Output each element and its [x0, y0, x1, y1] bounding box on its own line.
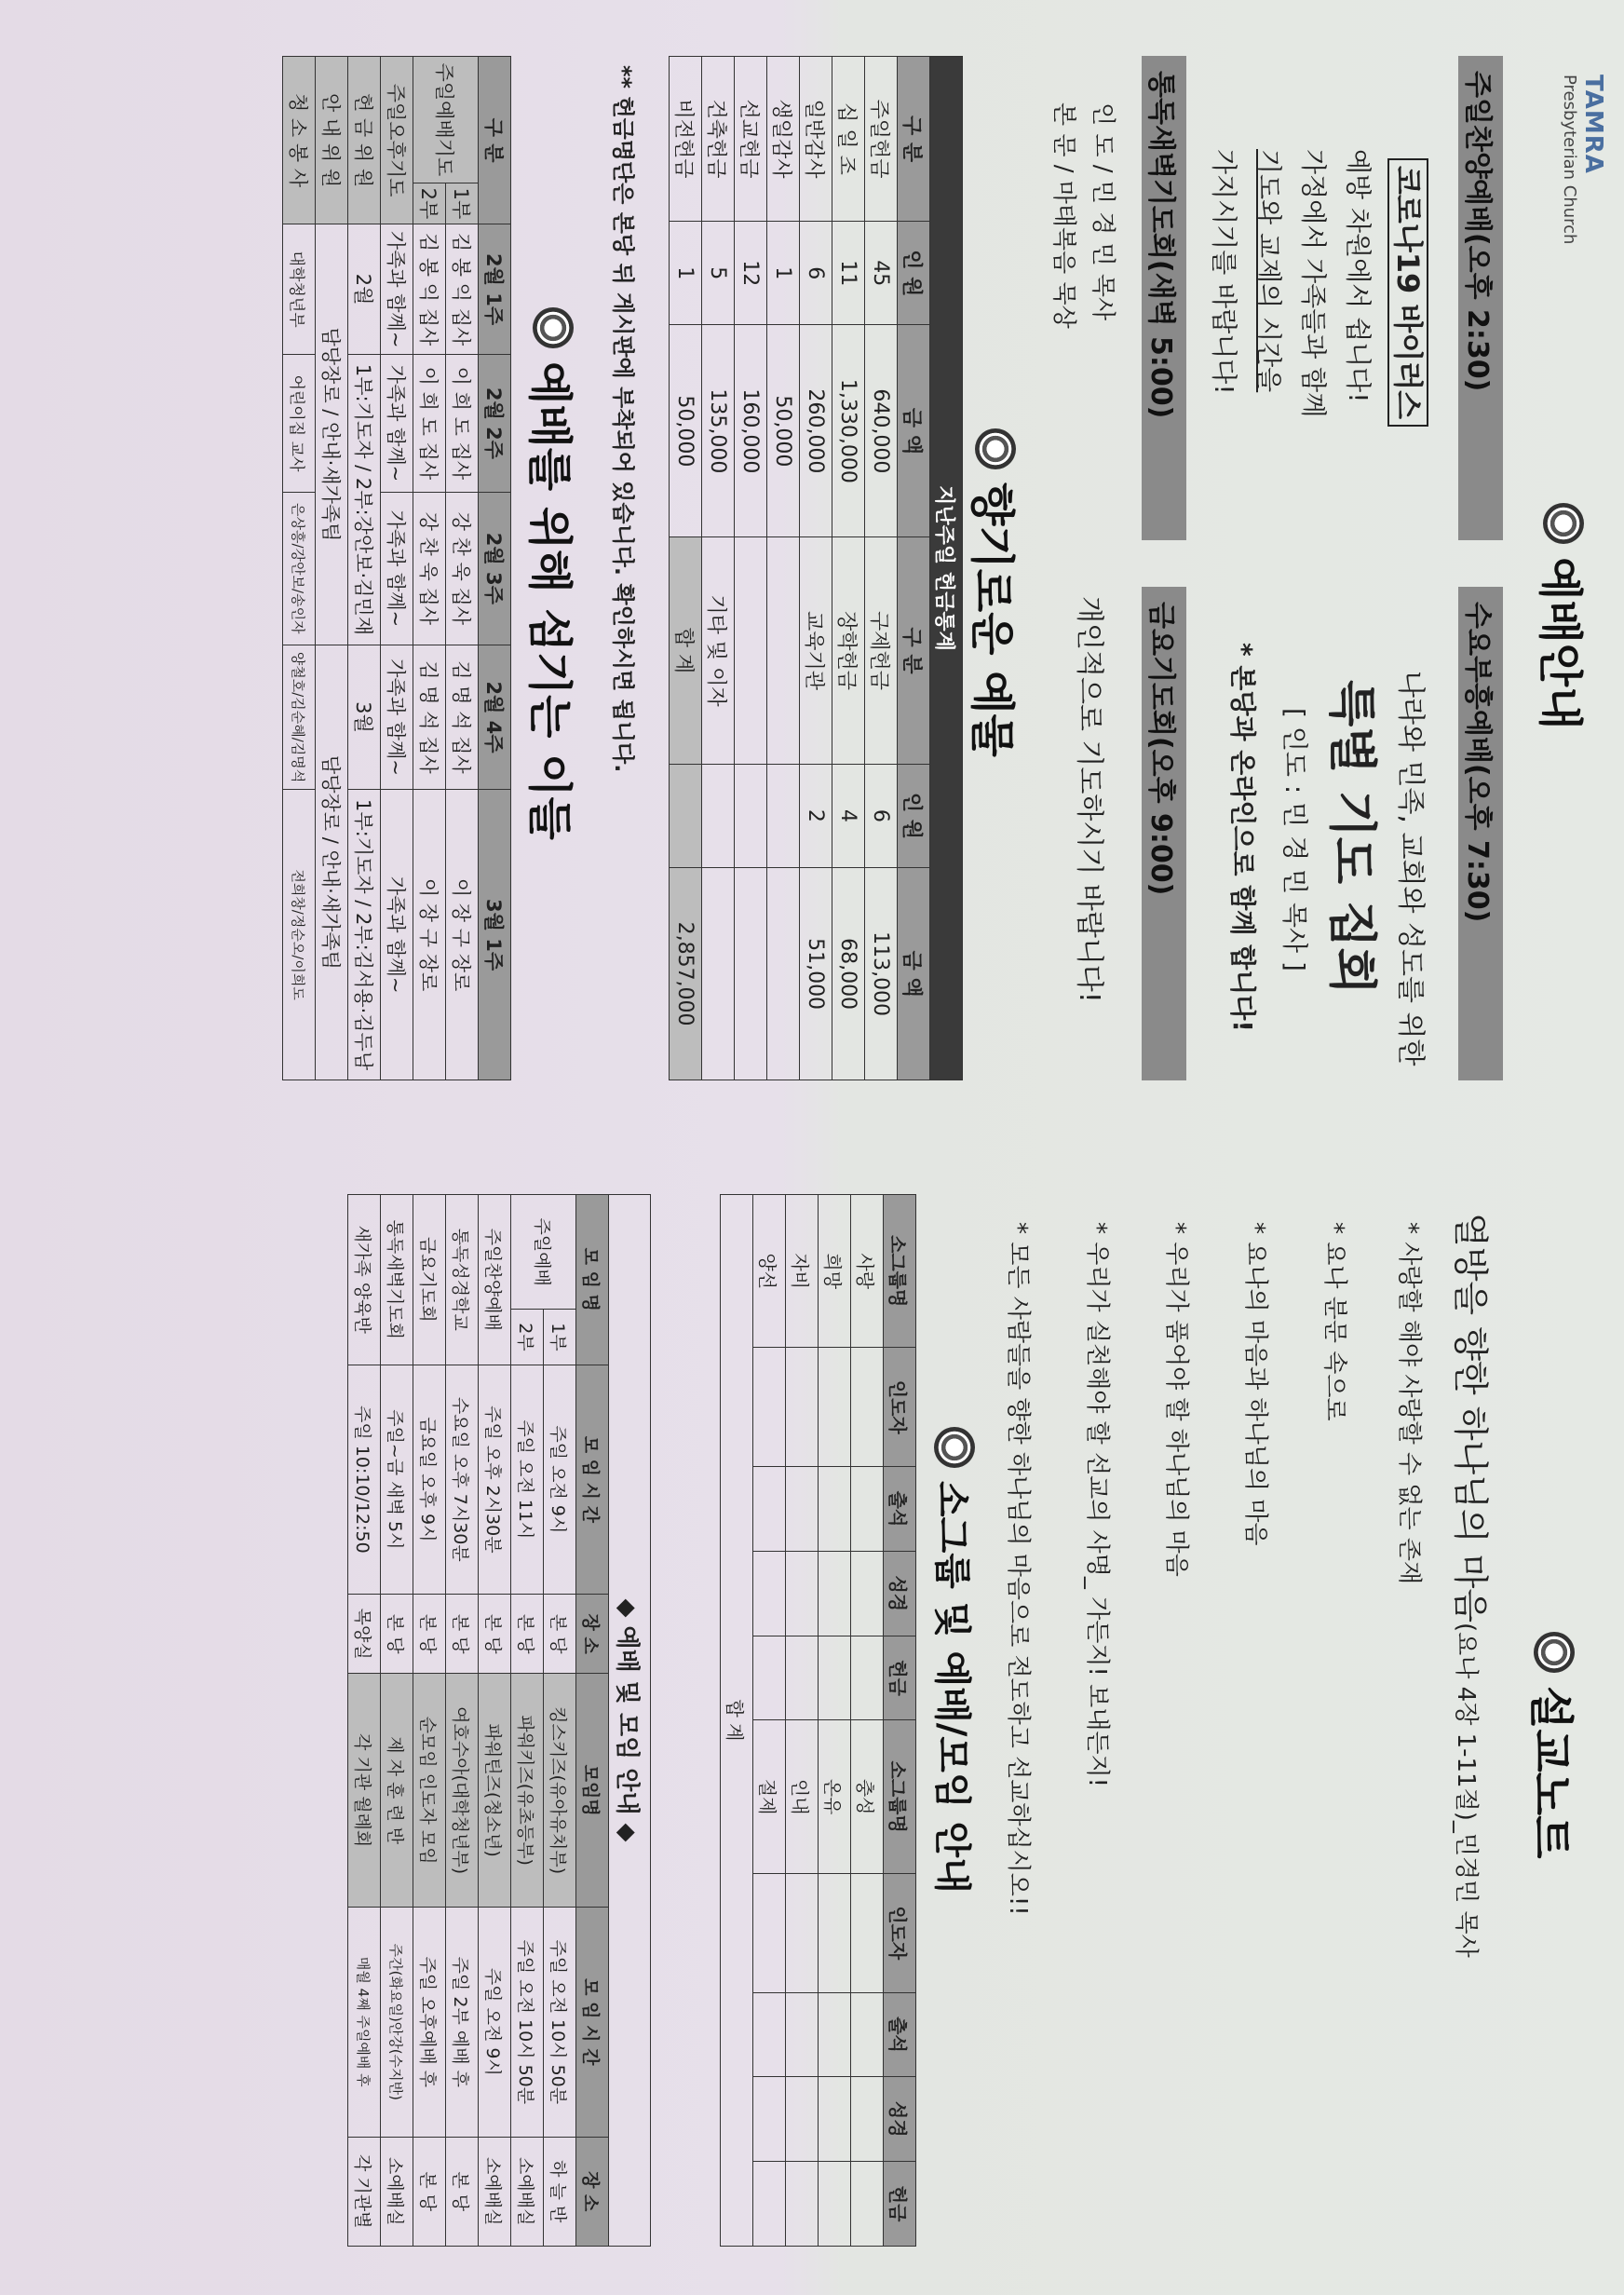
cell: 주간(화요일)안강(수지반): [381, 1908, 413, 2137]
cell: 십 일 조: [832, 57, 865, 222]
cell: 기타 및 이자: [702, 537, 735, 764]
col-header: 금 액: [898, 325, 930, 537]
smallgroup-table: [720, 1194, 916, 2247]
cell: [786, 1636, 819, 1720]
table-row: [283, 57, 316, 1080]
table-row: [865, 57, 898, 1080]
table-row: [348, 57, 381, 1080]
servers-table: [282, 56, 511, 1080]
cell: 하 늘 반: [544, 2137, 576, 2247]
sermon-title-text: 설교노트: [1524, 1686, 1577, 1859]
cell: 소예배실: [381, 2137, 413, 2247]
cell: 일반감사: [800, 57, 832, 222]
cell: 주일 오전 10시 50분: [544, 1908, 576, 2137]
church-logo-icon: [534, 307, 575, 348]
dawn-bar: 통독새벽기도회(새벽 5:00): [1142, 56, 1186, 540]
covid-line-1: 예방 차원에서 쉽니다!: [1343, 149, 1374, 403]
cell: 주일 오후예배 후: [413, 1908, 446, 2137]
sermon-bullet-5: * 우리가 실천해야 할 선교의 사명_ 가든지! 보내든지!: [1083, 1222, 1111, 1788]
cell: [819, 1636, 851, 1720]
group-name: 충성: [851, 1720, 884, 1873]
wednesday-bar: 수요부흥예배(오후 7:30): [1458, 587, 1503, 1080]
table-row: [832, 57, 865, 1080]
table-row: [544, 1195, 576, 2247]
dawn-line-2: 본 문 / 마태복음 묵상: [1049, 102, 1077, 329]
church-logo-icon: [976, 428, 1017, 469]
meeting-name: 통독성경학교: [446, 1195, 479, 1365]
servers-title: [521, 307, 586, 840]
cell: [753, 2162, 786, 2247]
cell: 장학헌금: [832, 537, 865, 764]
col-header: 출석: [884, 1467, 916, 1552]
cell: 주일 오후 2시30분: [479, 1365, 511, 1595]
church-logo-icon: [1535, 1632, 1576, 1673]
cell: [819, 2162, 851, 2247]
cell: [702, 764, 735, 867]
row-label: 주일오후기도: [381, 57, 413, 224]
cell: 68,000: [832, 868, 865, 1080]
sermon-title: [1522, 1632, 1587, 1858]
cell: 은상흥/강안보/송인자: [283, 492, 316, 645]
cell: 주일 2부 예배 후: [446, 1908, 479, 2137]
table-row: [753, 1195, 786, 2247]
col-header: 금 액: [898, 868, 930, 1080]
cell: 51,000: [800, 868, 832, 1080]
cell: 45: [865, 222, 898, 325]
cell: 5: [702, 222, 735, 325]
cell: 1: [670, 222, 702, 325]
sermon-heading-text: 열방을 향한 하나님의 마음: [1450, 1213, 1491, 1623]
cell: 가족과 함께~: [381, 790, 413, 1080]
worship-title: [1532, 503, 1596, 729]
cell: 파워틴즈(청소년): [479, 1674, 511, 1908]
cell: [670, 764, 702, 867]
church-logo-icon: [935, 1427, 976, 1468]
cell: 선교헌금: [735, 57, 767, 222]
col-header: 모 임 시 간: [576, 1908, 609, 2137]
cell: [851, 1551, 884, 1636]
meeting-name: 통독새벽기도회: [381, 1195, 413, 1365]
covid-line-4: 가지시기를 바랍니다!: [1209, 149, 1239, 395]
cell: 본 당: [413, 2137, 446, 2247]
cell: 1부:기도자 / 2부:강안보·김민재: [348, 355, 381, 645]
row-label: 안 내 위 원: [316, 57, 348, 224]
col-header: 헌금: [884, 2162, 916, 2247]
cell: 대학청년부: [283, 224, 316, 355]
dawn-line-1: 인 도 / 민 경 민 목사: [1089, 102, 1116, 321]
table-row: [446, 57, 479, 1080]
worship-title-text: 예배안내: [1534, 557, 1586, 730]
sermon-bullet-6: * 모든 사람들을 향한 하나님의 마음으로 전도하고 선교하십시오!!: [1004, 1222, 1032, 1916]
cell: 전희창/정순오/이희도: [283, 790, 316, 1080]
brand-sub: Presbyterian Church: [1560, 75, 1579, 245]
cell: 1부:기도자 / 2부:김서용·김두남: [348, 790, 381, 1080]
sermon-bullet-2: * 요나 분문 속으로: [1320, 1222, 1348, 1421]
cell: 본 당: [381, 1595, 413, 1674]
cell: 주일 오전 11시: [511, 1365, 544, 1595]
table-row: [316, 57, 348, 1080]
cell: 양철호/김순혜/김명석: [283, 645, 316, 789]
cell: 목양실: [348, 1595, 381, 1674]
cell: [753, 1992, 786, 2077]
cell: 강 찬 욱 집사: [413, 492, 446, 645]
church-brand: [1560, 75, 1607, 244]
cell: [851, 1348, 884, 1467]
special-lead: [ 인도 : 민 경 민 목사 ]: [1279, 708, 1310, 971]
total-amount: 2,857,000: [670, 868, 702, 1080]
cell: 12: [735, 222, 767, 325]
meetings-table: [347, 1194, 651, 2247]
table-row: [819, 1195, 851, 2247]
cell: [786, 1467, 819, 1552]
group-name: 인내: [786, 1720, 819, 1873]
sermon-ref: (요나 4장 1-11절)_민경민 목사: [1452, 1623, 1480, 1958]
col-header: 인도자: [884, 1873, 916, 1992]
cell: [819, 1467, 851, 1552]
table-row: [381, 1195, 413, 2247]
smallgroup-title-text: 소그룹 및 예배/모임 안내: [930, 1481, 973, 1894]
cell: 각 기관별: [348, 2137, 381, 2247]
cell: 주일 오전 9시: [479, 1908, 511, 2137]
cell: 본 당: [479, 1595, 511, 1674]
row-label: 헌 금 위 원: [348, 57, 381, 224]
table-row: [381, 57, 413, 1080]
col-header: 소그룹명: [884, 1195, 916, 1348]
table-row: [786, 1195, 819, 2247]
cell: 소예배실: [511, 2137, 544, 2247]
cell: 금요일 오후 9시: [413, 1365, 446, 1595]
col-header: 성경: [884, 2077, 916, 2162]
servers-title-text: 예배를 위해 섬기는 이들: [523, 361, 575, 840]
cell: 매월 4째 주일예배 후: [348, 1908, 381, 2137]
cell: 6: [865, 764, 898, 867]
table-row: [670, 57, 702, 1080]
table-row: [800, 57, 832, 1080]
col-header: 소그룹명: [884, 1720, 916, 1873]
meeting-name: 금요기도회: [413, 1195, 446, 1365]
group-name: 사랑: [851, 1195, 884, 1348]
special-title: 특별 기도 집회: [1323, 680, 1379, 995]
cell: 담당장로 / 안내·새가족팀: [316, 645, 348, 1080]
cell: [786, 2077, 819, 2162]
table-row: [767, 57, 800, 1080]
col-header: 성경: [884, 1551, 916, 1636]
covid-title: 코로나19 바이러스: [1387, 158, 1428, 427]
cell: 파워키즈(유초등부): [511, 1674, 544, 1908]
cell: 주일 10:10/12:50: [348, 1365, 381, 1595]
col-header: 3월 1주: [479, 790, 511, 1080]
cell: 주일헌금: [865, 57, 898, 222]
cell: [819, 1873, 851, 1992]
cell: [767, 537, 800, 764]
table-row: [851, 1195, 884, 2247]
col-header: 2월 2주: [479, 355, 511, 493]
cell: [735, 764, 767, 867]
cell: [819, 1992, 851, 2077]
cell: 김 명 석 집사: [413, 645, 446, 789]
col-header: 구 분: [479, 57, 511, 224]
cell: 2: [800, 764, 832, 867]
cell: 본 당: [511, 1595, 544, 1674]
cell: 50,000: [767, 325, 800, 537]
cell: 이 장 구 장로: [413, 790, 446, 1080]
col-header: 장 소: [576, 2137, 609, 2247]
cell: [819, 2077, 851, 2162]
cell: 50,000: [670, 325, 702, 537]
cell: 2부: [511, 1310, 544, 1365]
sermon-bullet-4: * 우리가 품어야 할 하나님의 마음: [1162, 1222, 1190, 1577]
row-sub: 2부: [413, 183, 446, 224]
offering-note: ** 헌금명단은 본당 뒤 게시판에 부착되어 있습니다. 확인하시면 됩니다.: [610, 65, 636, 773]
col-header: 2월 1주: [479, 224, 511, 355]
row-sub: 1부: [446, 183, 479, 224]
group-name: 양선: [753, 1195, 786, 1348]
row-label: 주일예배기도: [413, 57, 479, 183]
sermon-bullet-3: * 요나의 마음과 하나님의 마음: [1241, 1222, 1269, 1546]
cell: 주일 오전 9시: [544, 1365, 576, 1595]
meeting-name: 주일예배: [511, 1195, 576, 1310]
cell: 640,000: [865, 325, 898, 537]
cell: 본 당: [446, 2137, 479, 2247]
col-header: 모 임 시 간: [576, 1365, 609, 1595]
col-header: 2월 3주: [479, 492, 511, 645]
cell: 본 당: [446, 1595, 479, 1674]
offering-title-text: 향기로운 예물: [966, 482, 1018, 757]
cell: [819, 1551, 851, 1636]
special-note: * 본당과 온라인으로 함께 합니다!: [1227, 643, 1258, 1033]
cell: 이 장 구 장로: [446, 790, 479, 1080]
table-row: [348, 1195, 381, 2247]
cell: 이 희 도 집사: [413, 355, 446, 493]
meeting-name: 주일찬양예배: [479, 1195, 511, 1365]
cell: 1부: [544, 1310, 576, 1365]
col-header: 출석: [884, 1992, 916, 2077]
col-header: 2월 4주: [479, 645, 511, 789]
col-header: 장 소: [576, 1595, 609, 1674]
cell: 여호수아(대학청년부): [446, 1674, 479, 1908]
cell: 제 자 훈 련 반: [381, 1674, 413, 1908]
table-row: [735, 57, 767, 1080]
cell: [735, 537, 767, 764]
meeting-name: 새가족 양육반: [348, 1195, 381, 1365]
cell: 가족과 함께~: [381, 224, 413, 355]
sunday-bar: 주일찬양예배(오후 2:30): [1458, 56, 1503, 540]
cell: 이 희 도 집사: [446, 355, 479, 493]
offering-table: [669, 56, 963, 1080]
cell: 가족과 함께~: [381, 645, 413, 789]
cell: 3월: [348, 645, 381, 789]
cell: [851, 1636, 884, 1720]
group-name: 절제: [753, 1720, 786, 1873]
church-logo-icon: [1544, 503, 1585, 544]
meetings-title: ◆ 예배 및 모임 안내 ◆: [609, 1195, 651, 2247]
cell: 1,330,000: [832, 325, 865, 537]
smallgroup-title: [928, 1427, 981, 1894]
cell: [767, 868, 800, 1080]
table-row: [413, 1195, 446, 2247]
table-row: [721, 1195, 753, 2247]
sermon-bullet-1: * 사랑할 해야 사랑할 수 없는 존재: [1395, 1222, 1423, 1585]
cell: 교육기관: [800, 537, 832, 764]
cell: 본 당: [544, 1595, 576, 1674]
cell: 160,000: [735, 325, 767, 537]
cell: [753, 1873, 786, 1992]
cell: 생일감사: [767, 57, 800, 222]
cell: 본 당: [413, 1595, 446, 1674]
cell: 건축헌금: [702, 57, 735, 222]
table-row: [511, 1195, 544, 2247]
group-name: 자비: [786, 1195, 819, 1348]
total-label: 합 계: [721, 1195, 753, 2247]
cell: 소예배실: [479, 2137, 511, 2247]
col-header: 구 분: [898, 57, 930, 222]
cell: [753, 1467, 786, 1552]
right-panel: [0, 1148, 1624, 2295]
row-label: 청 소 봉 사: [283, 57, 316, 224]
group-name: 온유: [819, 1720, 851, 1873]
table-row: [413, 57, 446, 1080]
cell: [786, 1992, 819, 2077]
cell: 킹스키즈(유아유치부): [544, 1674, 576, 1908]
cell: 6: [800, 222, 832, 325]
cell: 강 찬 욱 집사: [446, 492, 479, 645]
cell: 1: [767, 222, 800, 325]
cell: [819, 1348, 851, 1467]
cell: [735, 868, 767, 1080]
cell: 주일~금 새벽 5시: [381, 1365, 413, 1595]
covid-line-2: 가정에서 가족들과 함께: [1298, 149, 1329, 418]
total-label: 합 계: [670, 537, 702, 764]
cell: [786, 2162, 819, 2247]
cell: 가족과 함께~: [381, 492, 413, 645]
covid-line-3: 기도와 교제의 시간을: [1253, 149, 1284, 393]
col-header: 구 분: [898, 537, 930, 764]
cell: 113,000: [865, 868, 898, 1080]
cell: 김 봉 익 집사: [446, 224, 479, 355]
col-header: 인 원: [898, 764, 930, 867]
cell: 비전헌금: [670, 57, 702, 222]
cell: [851, 2077, 884, 2162]
offering-title: [964, 428, 1028, 757]
cell: 구제헌금: [865, 537, 898, 764]
cell: 11: [832, 222, 865, 325]
col-header: 모임명: [576, 1674, 609, 1908]
cell: 김 봉 익 집사: [413, 224, 446, 355]
cell: [851, 1467, 884, 1552]
cell: [767, 764, 800, 867]
cell: 135,000: [702, 325, 735, 537]
group-name: 희망: [819, 1195, 851, 1348]
table-row: [479, 1195, 511, 2247]
special-line1: 나라와 민족, 교회와 성도를 위한: [1394, 671, 1427, 1066]
cell: [851, 1992, 884, 2077]
cell: [753, 2077, 786, 2162]
col-header: 인 원: [898, 222, 930, 325]
brand-name: TAMRA: [1579, 75, 1607, 174]
cell: 2월: [348, 224, 381, 355]
sermon-heading: [1442, 1213, 1494, 1958]
cell: [786, 1348, 819, 1467]
cell: 수요일 오후 7시30분: [446, 1365, 479, 1595]
cell: [786, 1873, 819, 1992]
col-header: 헌금: [884, 1636, 916, 1720]
offering-table-title: 지난주일 헌금통계: [930, 57, 963, 1080]
cell: [702, 868, 735, 1080]
col-header: 인도자: [884, 1348, 916, 1467]
cell: 어린이집 교사: [283, 355, 316, 493]
cell: 담당장로 / 안내·새가족팀: [316, 224, 348, 645]
table-row: [702, 57, 735, 1080]
cell: [851, 1873, 884, 1992]
cell: 순모임 인도자 모임: [413, 1674, 446, 1908]
cell: [753, 1551, 786, 1636]
friday-line: 개인적으로 기도하시기 바랍니다!: [1073, 596, 1105, 1003]
cell: [851, 2162, 884, 2247]
cell: 가족과 함께~: [381, 355, 413, 493]
table-row: [446, 1195, 479, 2247]
cell: 김 명 석 집사: [446, 645, 479, 789]
friday-bar: 금요기도회(오후 9:00): [1142, 587, 1186, 1080]
cell: [786, 1551, 819, 1636]
cell: 각 기관 월례회: [348, 1674, 381, 1908]
col-header: 모 임 명: [576, 1195, 609, 1365]
cell: [753, 1636, 786, 1720]
cell: 주일 오전 10시 50분: [511, 1908, 544, 2137]
cell: 260,000: [800, 325, 832, 537]
cell: 4: [832, 764, 865, 867]
cell: [753, 1348, 786, 1467]
